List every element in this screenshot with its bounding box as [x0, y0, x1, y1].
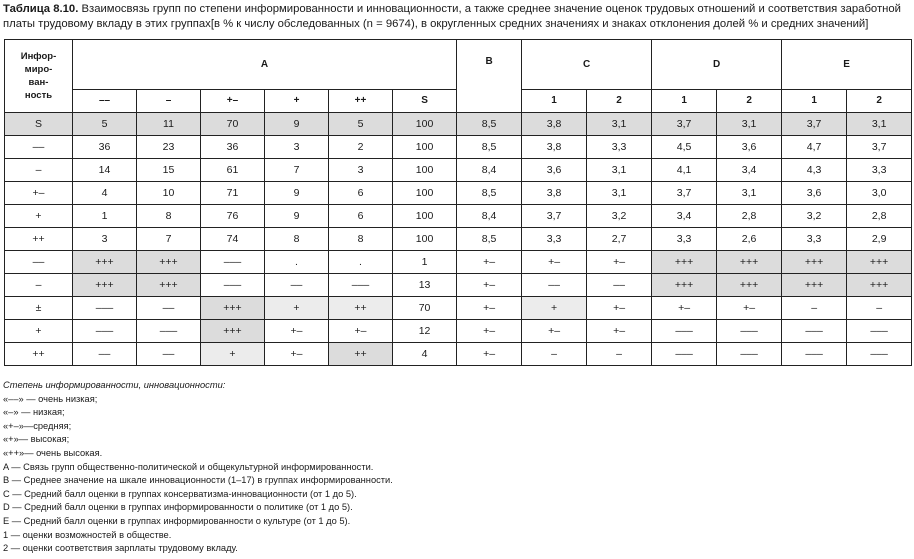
row-label: + — [5, 205, 73, 228]
table-cell: +++ — [717, 274, 782, 297]
table-row — [5, 297, 912, 320]
header-e-col: 1 — [782, 89, 847, 112]
table-cell: +++ — [717, 251, 782, 274]
table-cell: +– — [457, 297, 522, 320]
table-cell: 3,4 — [652, 205, 717, 228]
table-cell: ––– — [329, 274, 393, 297]
table-cell: 3 — [265, 136, 329, 159]
table-cell: 3,6 — [522, 159, 587, 182]
header-row-groups — [5, 40, 912, 90]
table-cell: +++ — [782, 274, 847, 297]
header-a-col: –– — [73, 89, 137, 112]
table-cell: –– — [522, 274, 587, 297]
table-cell: +– — [717, 297, 782, 320]
table-cell: 3,8 — [522, 136, 587, 159]
table-cell: 15 — [137, 159, 201, 182]
table-cell: +++ — [782, 251, 847, 274]
header-row-label-line: ность — [24, 90, 53, 101]
table-cell: 3,8 — [522, 182, 587, 205]
table-cell: 3,4 — [717, 159, 782, 182]
table-cell: +++ — [137, 274, 201, 297]
row-label: S — [5, 113, 73, 136]
table-cell: ––– — [782, 343, 847, 366]
table-cell: 3,7 — [652, 182, 717, 205]
table-cell: 100 — [393, 228, 457, 251]
table-cell: 100 — [393, 205, 457, 228]
table-cell: ––– — [847, 320, 912, 343]
table-cell: +– — [457, 251, 522, 274]
header-d-col: 2 — [717, 89, 782, 112]
table-cell: –– — [265, 274, 329, 297]
row-label: +– — [5, 182, 73, 205]
table-cell: 3,1 — [717, 113, 782, 136]
table-cell: 76 — [201, 205, 265, 228]
table-cell: +++ — [847, 251, 912, 274]
table-cell: 3,1 — [587, 182, 652, 205]
table-cell: 100 — [393, 182, 457, 205]
table-cell: 11 — [137, 113, 201, 136]
table-cell: 71 — [201, 182, 265, 205]
table-cell: 74 — [201, 228, 265, 251]
table-cell: 36 — [73, 136, 137, 159]
note-line: «–» — низкая; — [3, 407, 65, 418]
table-cell: 8,5 — [457, 228, 522, 251]
table-cell: – — [587, 343, 652, 366]
table-cell: 3,6 — [782, 182, 847, 205]
table-cell: . — [265, 251, 329, 274]
table-cell: +– — [587, 251, 652, 274]
table-cell: 7 — [137, 228, 201, 251]
table-cell: 70 — [201, 113, 265, 136]
table-cell: 7 — [265, 159, 329, 182]
row-label: –– — [5, 251, 73, 274]
row-label: + — [5, 320, 73, 343]
row-label: ++ — [5, 343, 73, 366]
table-cell: 2,8 — [717, 205, 782, 228]
table-cell: 3 — [73, 228, 137, 251]
table-cell: 4,3 — [782, 159, 847, 182]
table-cell: 12 — [393, 320, 457, 343]
note-line: «++»— очень высокая. — [3, 447, 103, 458]
table-cell: –– — [587, 274, 652, 297]
table-cell: +++ — [652, 274, 717, 297]
table-cell: 10 — [137, 182, 201, 205]
table-row — [5, 343, 912, 366]
table-cell: ––– — [847, 343, 912, 366]
table-cell: –– — [137, 297, 201, 320]
note-line: «+–»—средняя; — [3, 420, 72, 431]
header-group-c: C — [522, 40, 652, 90]
table-cell: 3,7 — [782, 113, 847, 136]
table-cell: 3,7 — [652, 113, 717, 136]
header-row-label-line: Инфор- — [20, 51, 57, 62]
table-cell: 8 — [265, 228, 329, 251]
table-cell: 8,4 — [457, 159, 522, 182]
note-line: 2 — оценки соответствия зарплаты трудовому вкладу. — [3, 543, 238, 554]
table-cell: +– — [522, 251, 587, 274]
header-group-d: D — [652, 40, 782, 90]
note-line: D — Средний балл оценки в группах информированности о политике (от 1 до 5). — [3, 502, 353, 513]
table-cell: 3,8 — [522, 113, 587, 136]
table-cell: ––– — [201, 251, 265, 274]
table-cell: + — [265, 297, 329, 320]
header-d-col: 1 — [652, 89, 717, 112]
table-cell: +– — [652, 297, 717, 320]
table-cell: 36 — [201, 136, 265, 159]
note-line: Степень информированности, инновационности: — [3, 380, 226, 390]
table-cell: 6 — [329, 182, 393, 205]
table-notes — [3, 379, 393, 556]
header-a-col: – — [137, 89, 201, 112]
table-cell: 8,5 — [457, 182, 522, 205]
table-cell: –– — [137, 343, 201, 366]
note-line: E — Средний балл оценки в группах информированности о культуре (от 1 до 5). — [3, 515, 351, 526]
table-cell: 2,8 — [847, 205, 912, 228]
table-cell: 3,3 — [847, 159, 912, 182]
table-cell: +++ — [73, 251, 137, 274]
table-cell: 8 — [137, 205, 201, 228]
table-cell: +– — [587, 320, 652, 343]
table-cell: +– — [329, 320, 393, 343]
table-cell: 3,0 — [847, 182, 912, 205]
caption-text: Взаимосвязь групп по степени информированности и инновационности, а также среднее значение оценок трудовых отношений и соответствия заработной платы трудовому вкладу в этих группах[в % к числу обследованных (n = 9674), в округленных средних значениях и знаках отклонения долей % и средних значений] — [3, 3, 901, 30]
table-cell: 8,4 — [457, 205, 522, 228]
table-cell: 23 — [137, 136, 201, 159]
table-cell: 6 — [329, 205, 393, 228]
table-cell: ––– — [717, 343, 782, 366]
header-group-e: E — [782, 40, 912, 90]
table-cell: ––– — [652, 320, 717, 343]
row-label: – — [5, 274, 73, 297]
table-cell: 3,2 — [782, 205, 847, 228]
table-cell: 8,5 — [457, 136, 522, 159]
table-cell: . — [329, 251, 393, 274]
table-cell: 8 — [329, 228, 393, 251]
table-cell: ––– — [782, 320, 847, 343]
header-row-label-line: ван- — [28, 77, 49, 88]
table-cell: +++ — [652, 251, 717, 274]
table-cell: ––– — [652, 343, 717, 366]
row-label: – — [5, 159, 73, 182]
table-cell: 2 — [329, 136, 393, 159]
table-row — [5, 274, 912, 297]
header-a-col: + — [265, 89, 329, 112]
table-cell: – — [782, 297, 847, 320]
table-cell: +++ — [201, 297, 265, 320]
note-line: «––» — очень низкая; — [3, 393, 98, 404]
table-cell: 14 — [73, 159, 137, 182]
table-cell: 3,1 — [587, 159, 652, 182]
table-cell: 3,2 — [587, 205, 652, 228]
table-row — [5, 251, 912, 274]
row-label: –– — [5, 136, 73, 159]
table-cell: 100 — [393, 113, 457, 136]
table-cell: + — [522, 297, 587, 320]
table-cell: ––– — [73, 320, 137, 343]
table-cell: +++ — [847, 274, 912, 297]
header-a-col: S — [393, 89, 457, 112]
table-cell: 1 — [73, 205, 137, 228]
note-line: B — Среднее значение на шкале инновационности (1–17) в группах информированности. — [3, 475, 393, 486]
table-cell: 5 — [73, 113, 137, 136]
header-group-b: B — [457, 40, 522, 113]
table-cell: ––– — [137, 320, 201, 343]
header-a-col: +– — [201, 89, 265, 112]
table-cell: 1 — [393, 251, 457, 274]
table-cell: 3,7 — [522, 205, 587, 228]
table-row — [5, 159, 912, 182]
table-cell: 100 — [393, 136, 457, 159]
table-row — [5, 113, 912, 136]
table-caption — [3, 2, 909, 32]
table-row — [5, 205, 912, 228]
table-cell: 100 — [393, 159, 457, 182]
table-cell: +– — [587, 297, 652, 320]
caption-label: Таблица 8.10. — [3, 3, 79, 15]
header-c-col: 2 — [587, 89, 652, 112]
row-label: ± — [5, 297, 73, 320]
table-cell: 3,3 — [782, 228, 847, 251]
table-cell: 9 — [265, 182, 329, 205]
table-cell: 3,1 — [847, 113, 912, 136]
table-cell: +– — [457, 343, 522, 366]
table-cell: 8,5 — [457, 113, 522, 136]
table-cell: ––– — [201, 274, 265, 297]
table-cell: 4 — [393, 343, 457, 366]
table-cell: 9 — [265, 205, 329, 228]
header-row-label-line: миро- — [24, 64, 53, 75]
table-cell: +– — [522, 320, 587, 343]
table-cell: +– — [265, 320, 329, 343]
table-cell: +– — [457, 274, 522, 297]
note-line: «+»— высокая; — [3, 434, 70, 445]
data-table — [4, 39, 912, 366]
table-cell: 3,6 — [717, 136, 782, 159]
table-cell: –– — [73, 343, 137, 366]
table-cell: 3,7 — [847, 136, 912, 159]
table-row — [5, 228, 912, 251]
header-row-label — [5, 40, 73, 113]
table-cell: 2,7 — [587, 228, 652, 251]
table-cell: ++ — [329, 297, 393, 320]
table-cell: 2,9 — [847, 228, 912, 251]
note-line: C — Средний балл оценки в группах консерватизма-инновационности (от 1 до 5). — [3, 488, 357, 499]
table-cell: 4,5 — [652, 136, 717, 159]
table-cell: ––– — [717, 320, 782, 343]
table-row — [5, 182, 912, 205]
table-cell: 5 — [329, 113, 393, 136]
table-cell: – — [847, 297, 912, 320]
table-cell: 4,1 — [652, 159, 717, 182]
table-cell: 61 — [201, 159, 265, 182]
table-cell: 3,3 — [587, 136, 652, 159]
table-cell: 3,1 — [587, 113, 652, 136]
table-cell: 2,6 — [717, 228, 782, 251]
table-cell: +– — [265, 343, 329, 366]
table-cell: 3,3 — [522, 228, 587, 251]
note-line: 1 — оценки возможностей в обществе. — [3, 529, 172, 540]
table-cell: ––– — [73, 297, 137, 320]
header-e-col: 2 — [847, 89, 912, 112]
table-cell: +++ — [137, 251, 201, 274]
header-a-col: ++ — [329, 89, 393, 112]
table-cell: 3,3 — [652, 228, 717, 251]
table-cell: – — [522, 343, 587, 366]
row-label: ++ — [5, 228, 73, 251]
table-cell: 70 — [393, 297, 457, 320]
table-cell: +++ — [73, 274, 137, 297]
table-cell: 4 — [73, 182, 137, 205]
table-cell: +– — [457, 320, 522, 343]
table-cell: 9 — [265, 113, 329, 136]
table-cell: + — [201, 343, 265, 366]
table-row — [5, 320, 912, 343]
table-cell: 3 — [329, 159, 393, 182]
table-cell: 3,1 — [717, 182, 782, 205]
header-c-col: 1 — [522, 89, 587, 112]
note-line: A — Связь групп общественно-политической и общекультурной информированности. — [3, 461, 374, 472]
header-group-a: A — [73, 40, 457, 90]
table-cell: ++ — [329, 343, 393, 366]
table-row — [5, 136, 912, 159]
table-cell: 4,7 — [782, 136, 847, 159]
table-cell: +++ — [201, 320, 265, 343]
table-cell: 13 — [393, 274, 457, 297]
